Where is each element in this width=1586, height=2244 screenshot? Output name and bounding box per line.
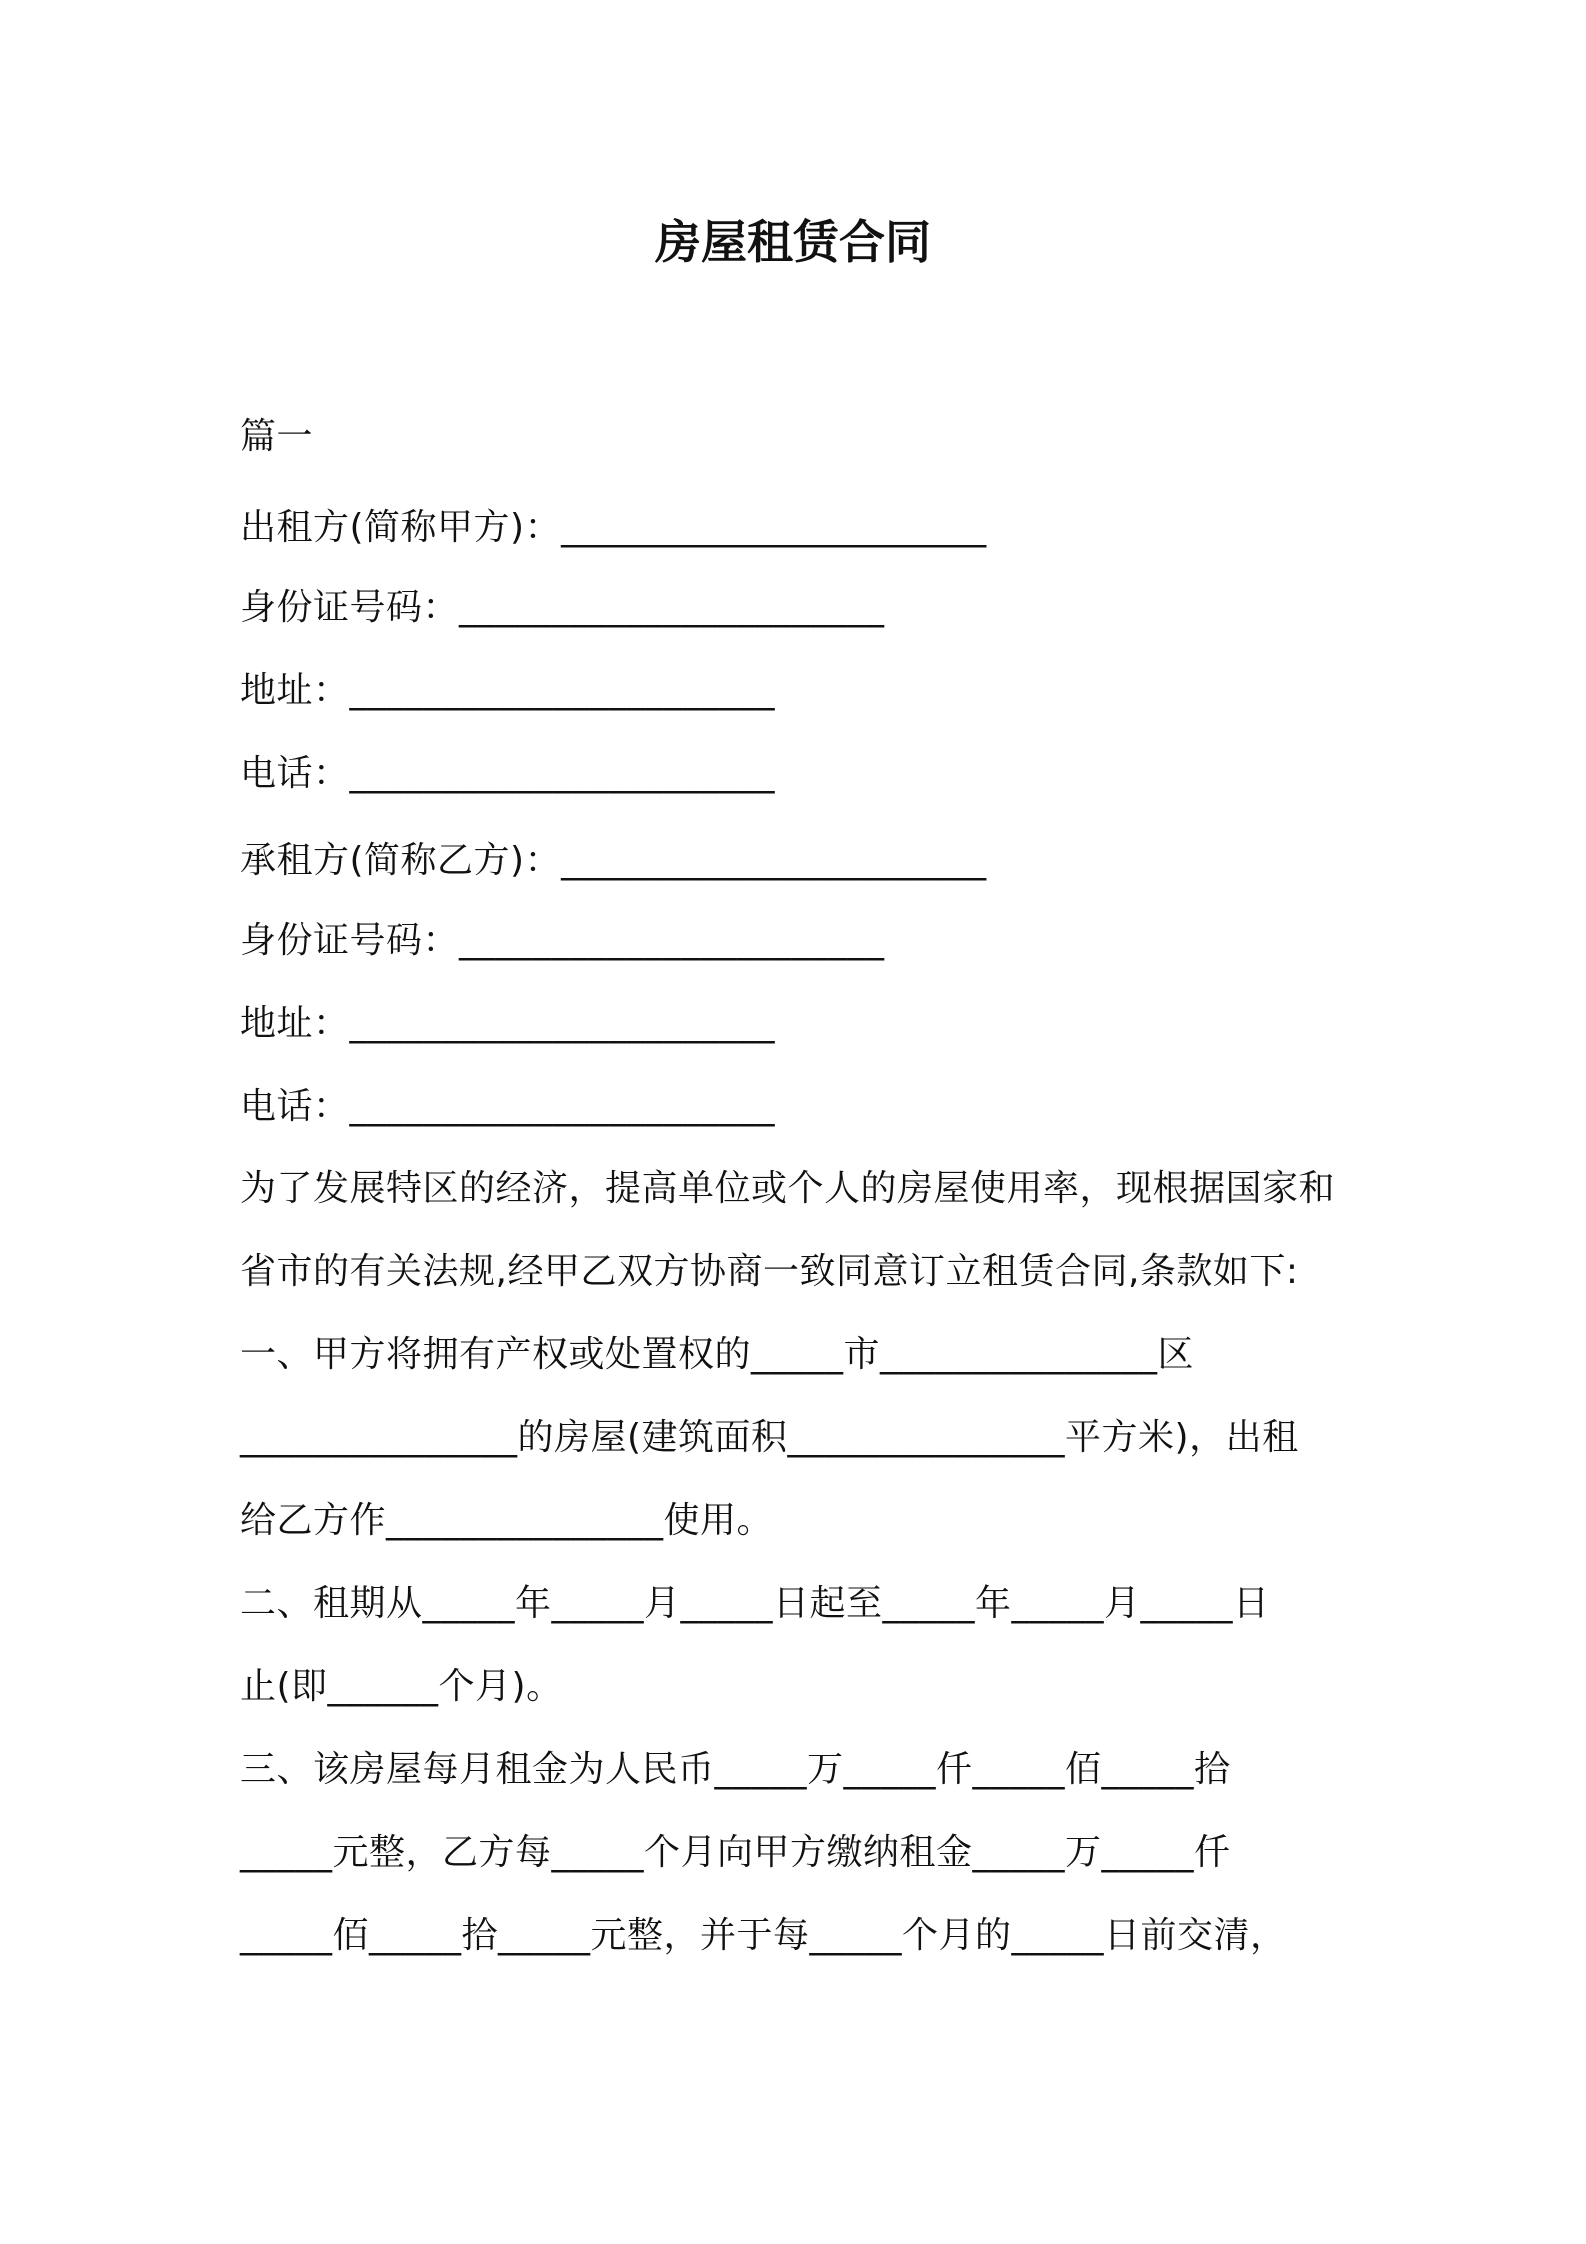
document-title: 房屋租赁合同 — [655, 215, 931, 269]
preamble-line-2: 省市的有关法规,经甲乙双方协商一致同意订立租赁合同,条款如下: — [240, 1251, 1299, 1292]
clause-1-line-2: _______________的房屋(建筑面积_______________平方米)，出租 — [240, 1417, 1299, 1458]
clause-1-line-3: 给乙方作_______________使用。 — [240, 1500, 774, 1541]
lessee-id-line: 身份证号码：_______________________ — [240, 920, 885, 961]
clause-2-line-2: 止(即______个月)。 — [240, 1666, 563, 1707]
section-heading: 篇一 — [240, 416, 314, 457]
clause-3-line-1: 三、该房屋每月租金为人民币_____万_____仟_____佰_____拾 — [240, 1749, 1231, 1790]
preamble-line-1: 为了发展特区的经济，提高单位或个人的房屋使用率，现根据国家和 — [240, 1168, 1336, 1209]
lessee-name-line: 承租方(简称乙方)：_______________________ — [240, 840, 987, 881]
lessor-address-line: 地址：_______________________ — [240, 670, 776, 711]
lessor-id-line: 身份证号码：_______________________ — [240, 587, 885, 628]
lessee-phone-line: 电话：_______________________ — [240, 1086, 776, 1127]
lessor-name-line: 出租方(简称甲方)：_______________________ — [240, 507, 987, 548]
clause-1-line-1: 一、甲方将拥有产权或处置权的_____市_______________区 — [240, 1334, 1195, 1375]
clause-3-line-3: _____佰_____拾_____元整，并于每_____个月的_____日前交清， — [240, 1915, 1287, 1956]
clause-2-line-1: 二、租期从_____年_____月_____日起至_____年_____月_____日 — [240, 1583, 1270, 1624]
lessor-phone-line: 电话：_______________________ — [240, 753, 776, 794]
clause-3-line-2: _____元整，乙方每_____个月向甲方缴纳租金_____万_____仟 — [240, 1832, 1231, 1873]
lessee-address-line: 地址：_______________________ — [240, 1003, 776, 1044]
